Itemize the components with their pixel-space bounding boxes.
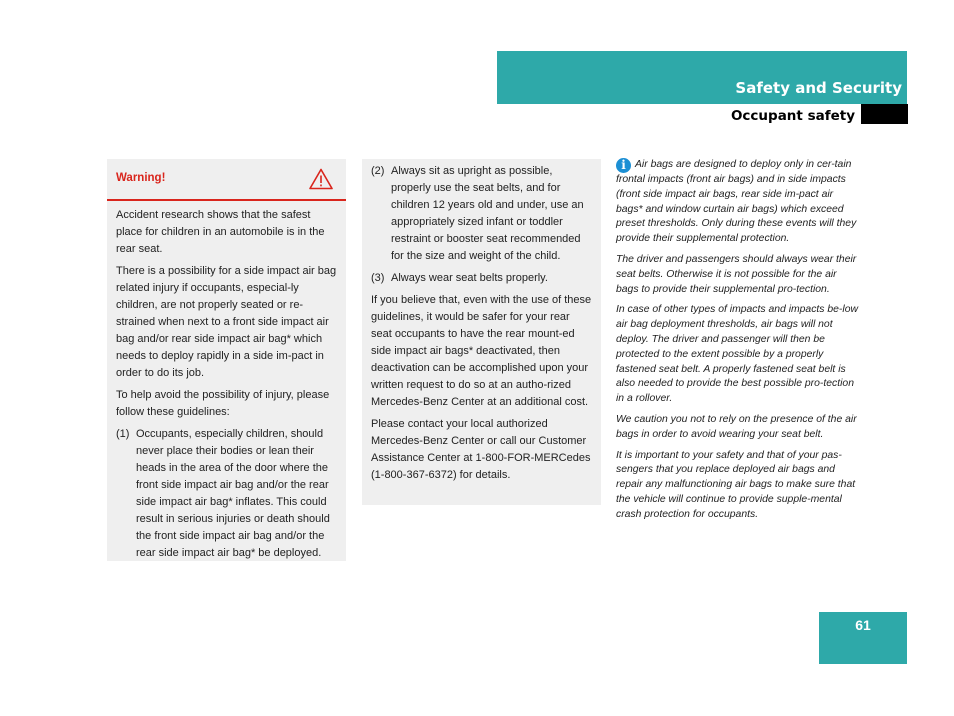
- list-item-text: Occupants, especially children, should never place their bodies or lean their heads in the area of the door where the front side impact air bag and/or the rear side impact air bag* inflates. This could result in serious injuries or death should the front side impact air bag and/or the rear side impact air bag* be deployed.: [136, 428, 330, 559]
- warning-paragraph: To help avoid the possibility of injury, please follow these guidelines:: [116, 389, 330, 418]
- info-paragraph: [616, 158, 858, 247]
- list-item: [371, 270, 592, 287]
- list-item-number: (2): [371, 165, 385, 177]
- warning-continued-content: [362, 159, 601, 484]
- warning-paragraph: Accident research shows that the safest place for children in an automobile is in the rear seat.: [116, 209, 325, 255]
- list-item-text: Always sit as upright as possible, properly use the seat belts, and for children 12 years old and under, use an appropriately sized infant or toddler restraint or booster seat recommended for the size and weight of the child.: [391, 165, 584, 262]
- list-item-number: (3): [371, 272, 385, 284]
- page-number: 61: [855, 617, 871, 633]
- list-item-text: Always wear seat belts properly.: [391, 272, 548, 284]
- info-column: [616, 158, 858, 529]
- warning-triangle-icon: [309, 168, 333, 190]
- warning-content: [107, 201, 346, 562]
- warning-paragraph: Please contact your local authorized Mercedes-Benz Center or call our Customer Assistance Center at 1-800-FOR-MERCedes (1-800-367-6372) for details.: [371, 418, 591, 481]
- list-item: [116, 426, 337, 562]
- warning-header: [107, 159, 346, 201]
- sub-title-marker: [861, 104, 908, 124]
- info-paragraph: The driver and passengers should always wear their seat belts. Otherwise it is not possible for the air bags to provide their supplemental pro-tection.: [616, 253, 857, 295]
- warning-paragraph: If you believe that, even with the use of these guidelines, it would be safer for your rear seat occupants to have the rear mount-ed side impact air bags* deactivated, then deactivation can be accomplished upon your written request to do so at an autho-rized Mercedes-Benz Center at an additional cost.: [371, 294, 592, 408]
- list-item-number: (1): [116, 428, 130, 440]
- info-paragraph: It is important to your safety and that of your pas-sengers that you replace deployed air bags and repair any malfunctioning air bags to make sure that the vehicle will continue to provide supple-mental crash protection for occupants.: [616, 449, 856, 520]
- warning-paragraph: There is a possibility for a side impact air bag related injury if occupants, especial-ly children, are not properly seated or re-strained when next to a front side impact air bag and/or rear side impact air bag* which needs to deploy rapidly in a side im-pact in order to do its job.: [116, 265, 337, 379]
- warning-continued-box: [362, 159, 601, 505]
- warning-box: [107, 159, 346, 561]
- sub-title: Occupant safety: [730, 108, 855, 124]
- list-item: [371, 163, 592, 265]
- warning-title: Warning!: [116, 172, 166, 184]
- info-paragraph: We caution you not to rely on the presence of the air bags in order to avoid wearing your seat belt.: [616, 413, 857, 440]
- info-paragraph: In case of other types of impacts and impacts be-low air bag deployment thresholds, air bags will not deploy. The driver and passenger will then be protected to the extent possible by a properly fastened seat belt. A properly fastened seat belt is also needed to provide the best possible pro-tection in a rollover.: [616, 304, 858, 405]
- info-paragraph-text: Air bags are designed to deploy only in cer-tain frontal impacts (front air bags) and in side impacts (front side impact air bags, rear side im-pact air bags* and window curtain air bags) which exceed preset thresholds. Only during these events will they provide their supplemental protection.: [616, 159, 857, 245]
- info-icon: i: [616, 158, 631, 173]
- page-number-box: [819, 612, 907, 664]
- section-title: Safety and Security: [735, 79, 902, 97]
